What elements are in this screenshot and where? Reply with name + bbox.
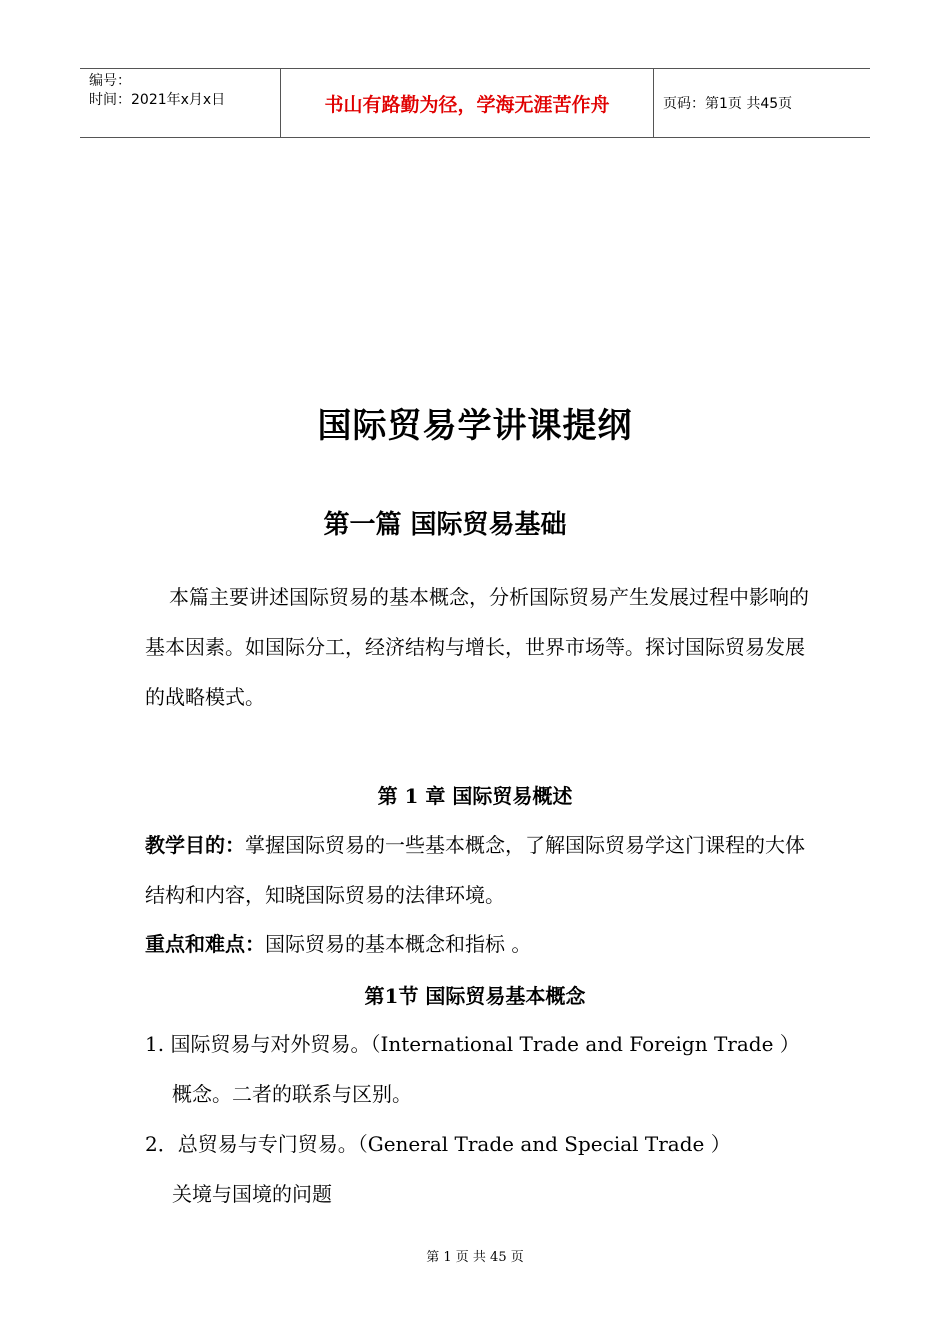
list-item-text: 国际贸易与对外贸易。（International Trade and Foreign Trade ） bbox=[170, 1032, 800, 1056]
teaching-goal-text: 掌握国际贸易的一些基本概念，了解国际贸易学这门课程的大体结构和内容，知晓国际贸易的法律环境。 bbox=[145, 833, 805, 907]
doc-title: 国际贸易学讲课提纲 bbox=[317, 406, 633, 446]
header-table bbox=[80, 68, 870, 138]
teaching-goal-label: 教学目的： bbox=[145, 833, 245, 857]
chapter-title: 第 1 章 国际贸易概述 bbox=[377, 784, 573, 808]
list-item-sub: 关境与国境的问题 bbox=[172, 1182, 332, 1206]
header-meta-cell bbox=[80, 69, 281, 137]
list-item-number: 1. bbox=[145, 1032, 165, 1056]
list-item-sub: 概念。二者的联系与区别。 bbox=[172, 1082, 412, 1106]
key-points bbox=[145, 919, 810, 969]
key-points-label: 重点和难点： bbox=[145, 932, 265, 956]
time-label: 时间：2021年x月x日 bbox=[89, 92, 226, 108]
list-item-text: 总贸易与专门贸易。（General Trade and Special Trade ） bbox=[177, 1132, 731, 1156]
header-motto-cell bbox=[281, 69, 654, 137]
teaching-goal bbox=[145, 820, 810, 920]
serial-label: 编号： bbox=[89, 73, 131, 89]
part-title: 第一篇 国际贸易基础 bbox=[323, 510, 567, 540]
intro-paragraph: 本篇主要讲述国际贸易的基本概念，分析国际贸易产生发展过程中影响的基本因素。如国际分工，经济结构与增长，世界市场等。探讨国际贸易发展的战略模式。 bbox=[145, 585, 809, 709]
page-footer: 第 1 页 共 45 页 bbox=[426, 1250, 524, 1265]
page-info: 页码：第1页 共45页 bbox=[663, 96, 793, 112]
motto-text: 书山有路勤为径，学海无涯苦作舟 bbox=[324, 93, 610, 116]
header-page-cell bbox=[654, 69, 870, 137]
list-item-number: 2． bbox=[145, 1132, 178, 1156]
section-title: 第1节 国际贸易基本概念 bbox=[364, 984, 586, 1008]
list-item bbox=[145, 1129, 825, 1159]
list-item bbox=[145, 1029, 825, 1059]
key-points-text: 国际贸易的基本概念和指标 。 bbox=[265, 932, 532, 956]
